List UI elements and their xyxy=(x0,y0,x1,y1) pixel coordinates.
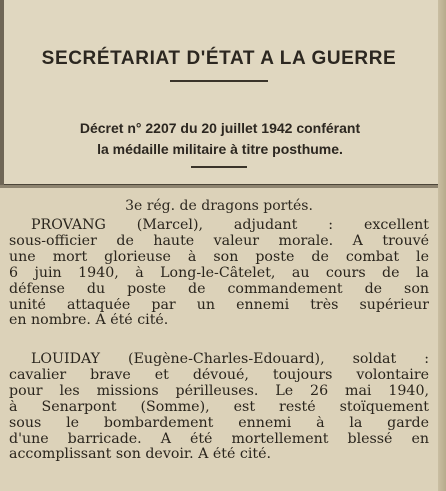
text-line: LOUIDAY (Eugène-Charles-Edouard), soldat : xyxy=(31,352,429,367)
left-edge-shadow xyxy=(0,0,4,186)
text-line: sous-officier de haute valeur morale. A trouvé xyxy=(9,233,429,249)
citation-provang xyxy=(9,218,429,329)
text-line: défense du poste de commandement de son xyxy=(9,281,429,297)
text-line: une mort glorieuse à son poste de combat le xyxy=(9,249,429,265)
decree-line-2: la médaille militaire à titre posthume. xyxy=(97,141,343,157)
regiment-heading: 3e rég. de dragons portés. xyxy=(125,198,313,214)
text-line: d'une barricade. A été mortellement blessé en xyxy=(9,431,429,447)
citation-louiday xyxy=(9,352,429,463)
text-line: 6 juin 1940, à Long-le-Câtelet, au cours de la xyxy=(9,265,429,281)
right-edge-shadow xyxy=(438,0,446,491)
text-line: accomplissant son devoir. A été cité. xyxy=(9,447,272,463)
decree-title xyxy=(20,118,420,160)
text-line: sous le bombardement ennemi à la garde xyxy=(9,415,429,431)
text-line: pour les missions périlleuses. Le 26 mai 1940, xyxy=(9,383,429,399)
text-line: PROVANG (Marcel), adjudant : excellent xyxy=(31,218,429,233)
decree-rule xyxy=(191,166,247,168)
text-line: à Senarpont (Somme), est resté stoïquement xyxy=(9,399,429,415)
page-title: SECRÉTARIAT D'ÉTAT A LA GUERRE xyxy=(41,48,397,69)
text-line: en nombre. A été cité. xyxy=(9,313,169,329)
header-section xyxy=(0,0,446,186)
text-line: unité attaquée par un ennemi très supérieur xyxy=(9,297,429,313)
decree-line-1: Décret n° 2207 du 20 juillet 1942 conférant xyxy=(79,120,361,136)
text-line: cavalier brave et dévoué, toujours volontaire xyxy=(9,367,429,383)
title-rule xyxy=(170,80,268,82)
